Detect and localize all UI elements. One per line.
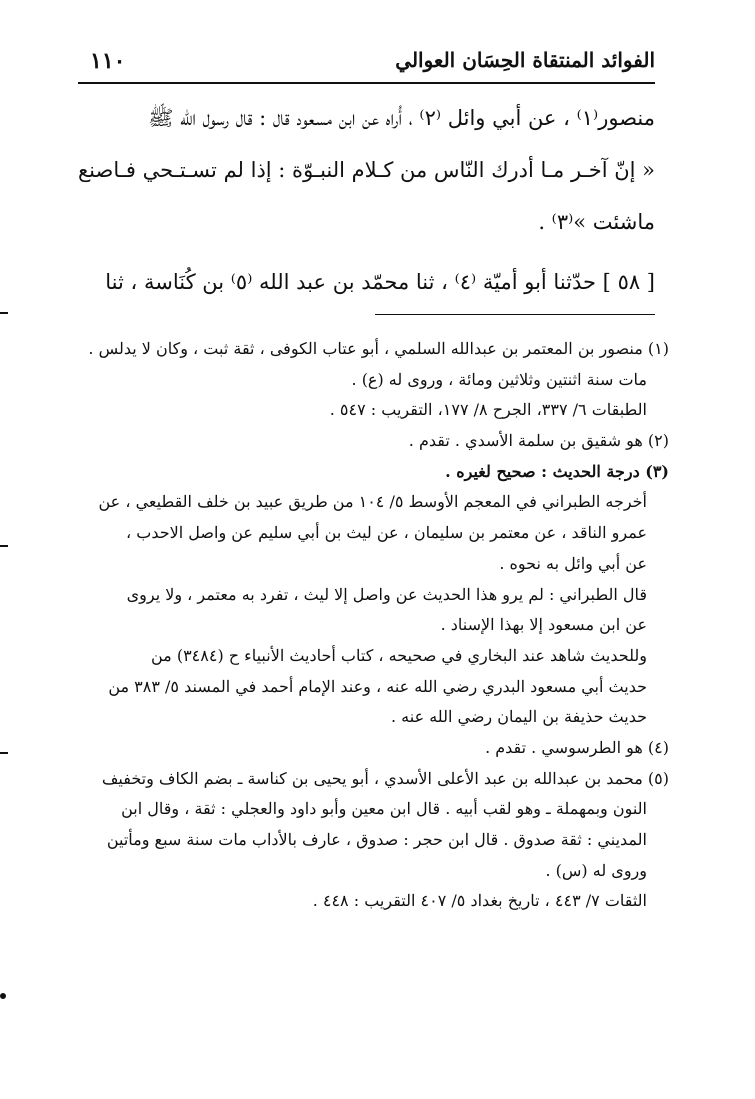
footnote-line: الثقات ٧/ ٤٤٣ ، تاريخ بغداد ٥/ ٤٠٧ التقريب : ٤٤٨ . <box>312 891 647 911</box>
margin-mark <box>0 312 8 314</box>
footnote-line: (٣) درجة الحديث : صحيح لغيره . <box>445 461 669 481</box>
footnote-line: عن أبي وائل به نحوه . <box>499 553 647 573</box>
book-title: الفوائد المنتقاة الحِسَان العوالي <box>395 48 655 72</box>
footnote-line: (٥) محمد بن عبدالله بن عبد الأعلى الأسدي ، أبو يحيى بن كناسة ـ بضم الكاف وتخفيف <box>101 768 669 788</box>
hadith-line: منصور⁽١⁾ ، عن أبي وائل ⁽٢⁾ ، أُراه عن ابن مسعود قال : قال رسول الله ﷺ <box>148 106 655 130</box>
page-header <box>78 40 655 84</box>
footnote-divider <box>375 314 655 315</box>
footnote-line: المديني : ثقة صدوق . قال ابن حجر : صدوق ، عارف بالأداب مات سنة سبع ومأتين <box>106 830 647 849</box>
page-number: ١١٠ <box>90 48 126 74</box>
footnote-line: حديث حذيفة بن اليمان رضي الله عنه . <box>390 707 647 727</box>
footnote-line: أخرجه الطبراني في المعجم الأوسط ٥/ ١٠٤ من طريق عبيد بن خلف القطيعي ، عن <box>98 492 647 512</box>
footnote-line: مات سنة اثنتين وثلاثين ومائة ، وروى له (ع) . <box>351 369 647 389</box>
footnote-line: (١) منصور بن المعتمر بن عبدالله السلمي ، أبو عتاب الكوفى ، ثقة ثبت ، وكان لا يدلس . <box>88 339 669 358</box>
hadith-text <box>78 92 655 308</box>
footnotes-section <box>78 334 669 917</box>
footnote-line: عن ابن مسعود إلا بهذا الإسناد . <box>440 615 647 635</box>
footnote-line: وروى له (س) . <box>545 860 647 880</box>
margin-dot <box>0 993 6 999</box>
footnote-line: وللحديث شاهد عند البخاري في صحيحه ، كتاب أحاديث الأنبياء ح (٣٤٨٤) من <box>150 645 647 665</box>
hadith-line: [ ٥٨ ] حدّثنا أبو أميّة ⁽٤⁾ ، ثنا محمّد بن عبد الله ⁽٥⁾ بن كُنَاسة ، ثنا <box>105 270 655 294</box>
footnote-line: النون وبمهملة ـ وهو لقب أبيه . قال ابن معين وأبو داود والعجلي : ثقة ، وقال ابن <box>121 799 647 819</box>
footnote-line: (٤) هو الطرسوسي . تقدم . <box>485 737 669 757</box>
footnote-line: عمرو الناقد ، عن معتمر بن سليمان ، عن ليث بن أبي سليم عن واصل الاحدب ، <box>126 523 647 543</box>
margin-mark <box>0 752 8 754</box>
margin-mark <box>0 545 8 547</box>
footnote-line: حديث أبي مسعود البدري رضي الله عنه ، وعند الإمام أحمد في المسند ٥/ ٣٨٣ من <box>108 676 647 696</box>
footnote-line: (٢) هو شقيق بن سلمة الأسدي . تقدم . <box>408 431 669 451</box>
footnote-line: الطبقات ٦/ ٣٣٧، الجرح ٨/ ١٧٧، التقريب : ٥٤٧ . <box>329 400 647 420</box>
hadith-line: « إنّ آخـر مـا أدرك النّاس من كـلام النبـوّة : إذا لم تسـتـحي فـاصنع <box>78 158 655 182</box>
hadith-line: ماشئت »⁽٣⁾ . <box>538 210 655 234</box>
footnote-line: قال الطبراني : لم يرو هذا الحديث عن واصل إلا ليث ، تفرد به معتمر ، ولا يروى <box>126 584 647 604</box>
